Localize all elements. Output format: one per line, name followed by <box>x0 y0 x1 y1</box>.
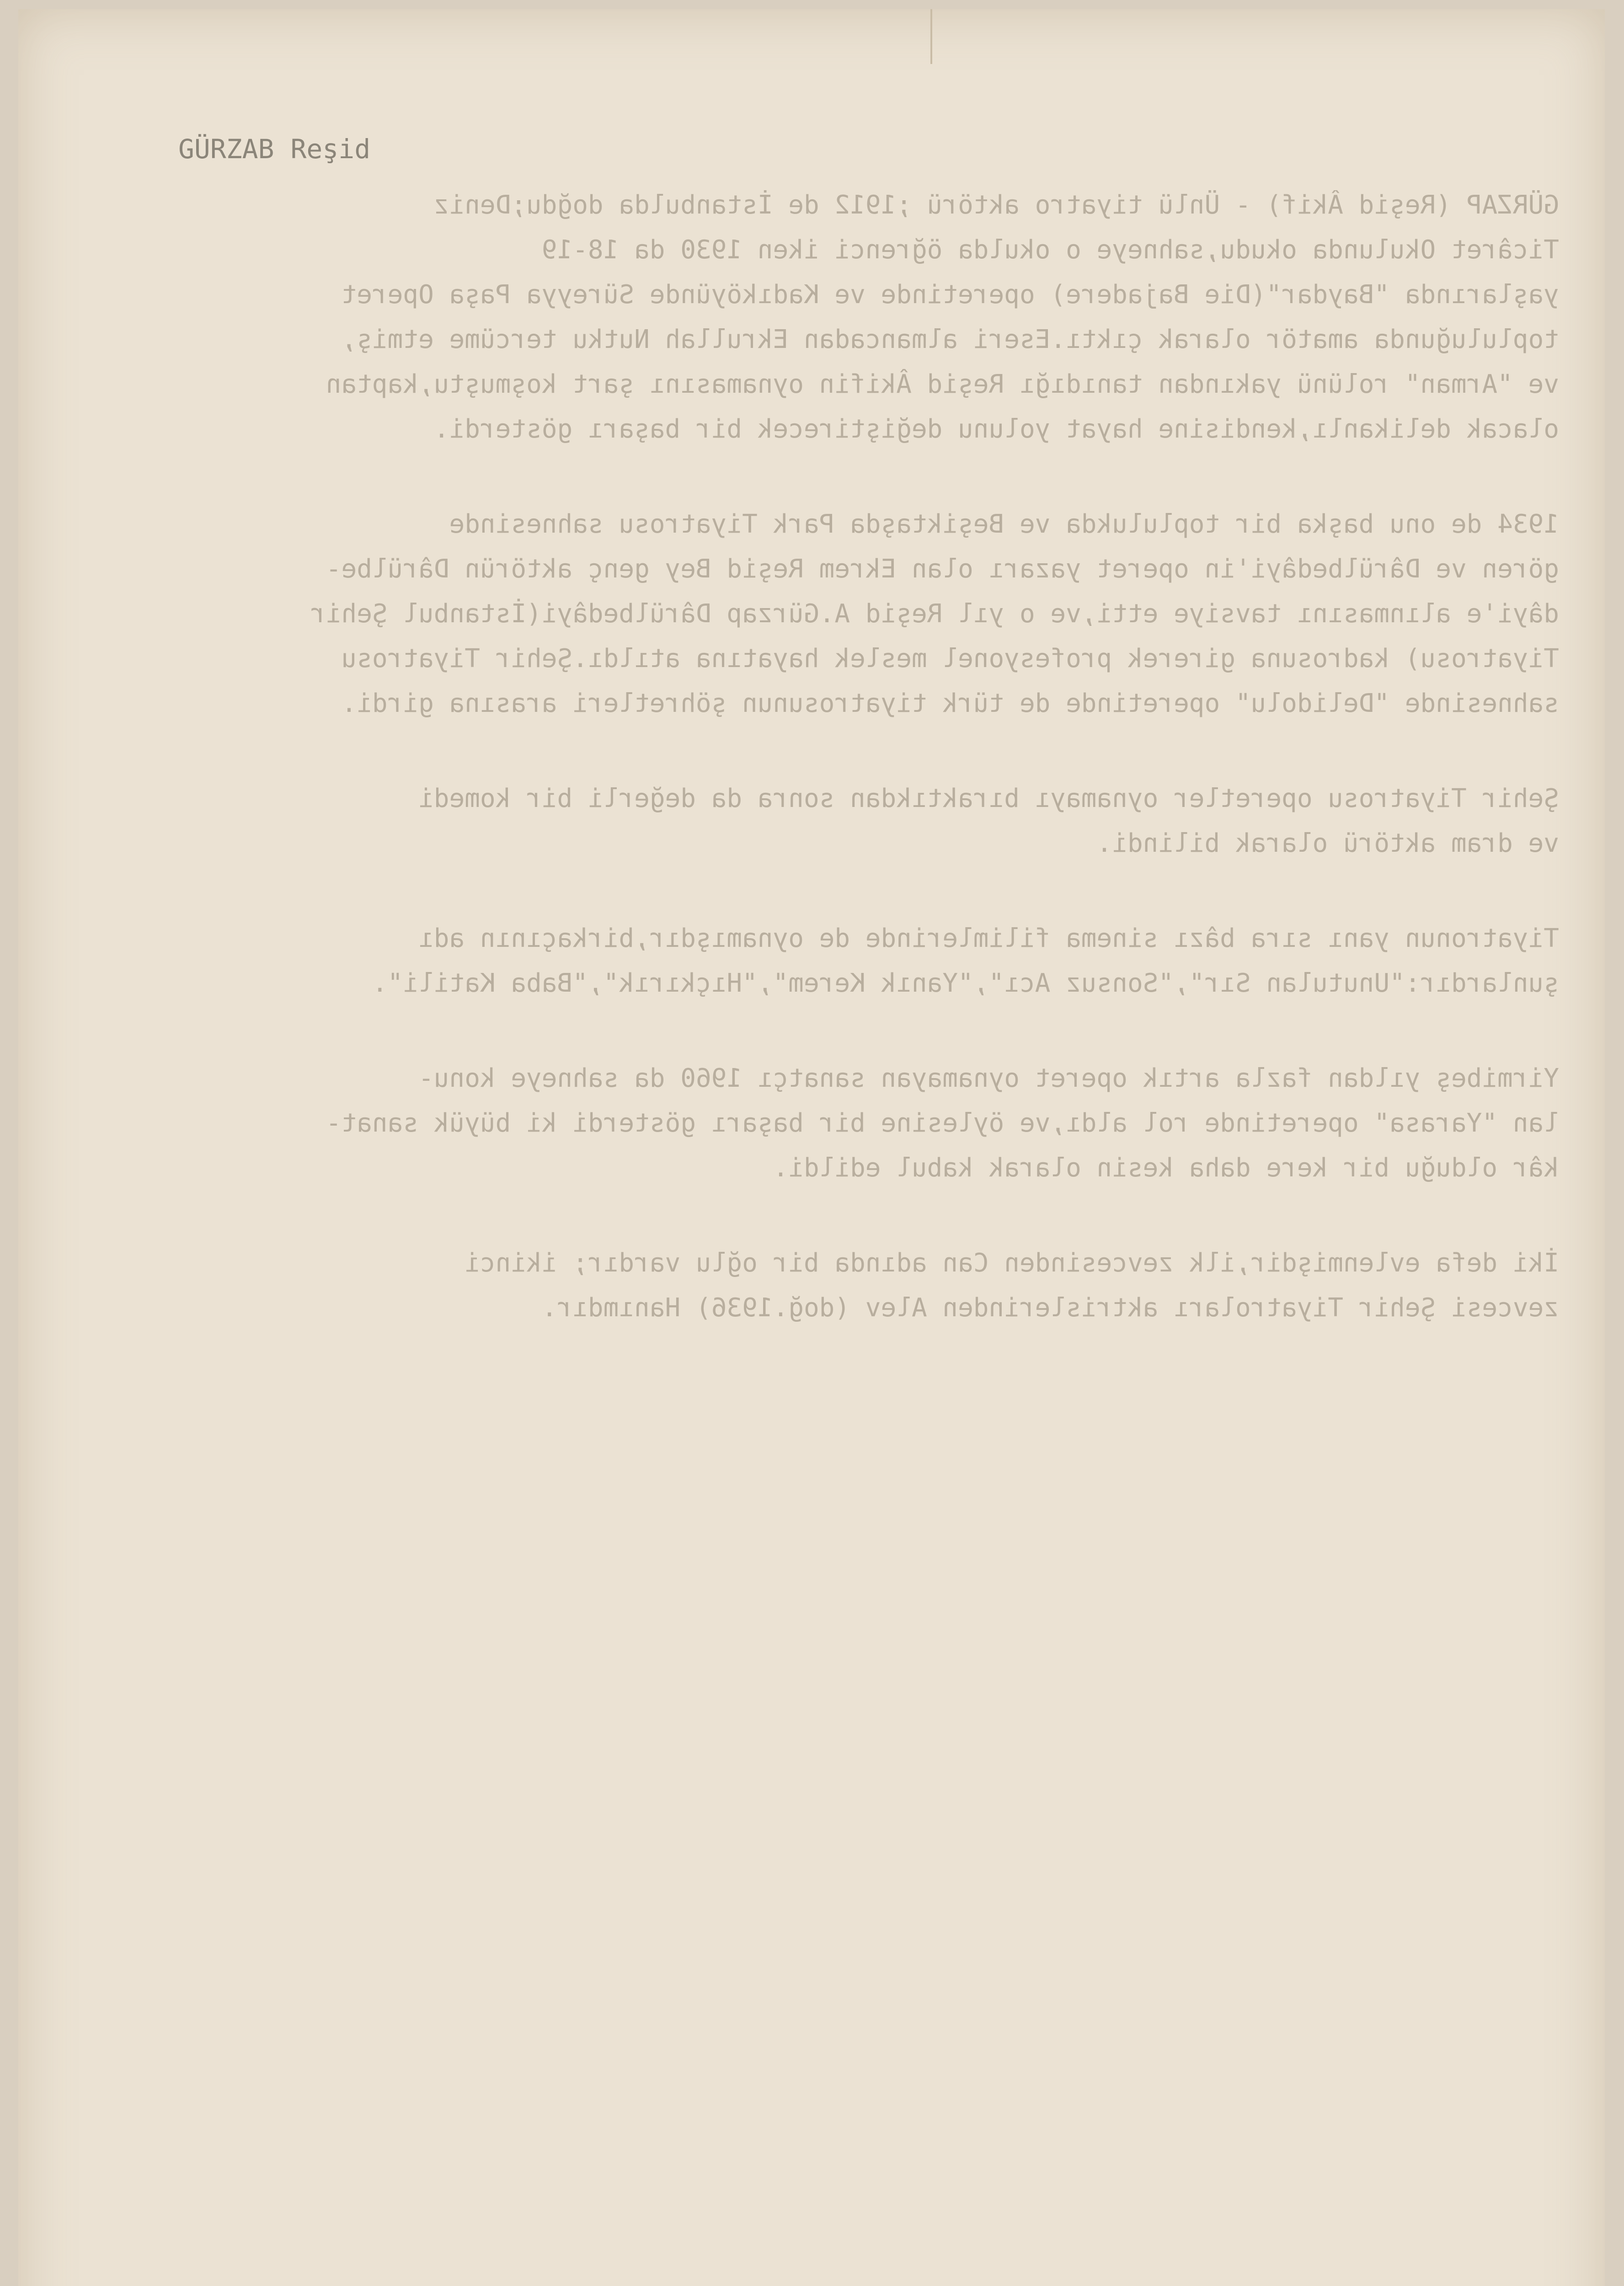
text-line: İki defa evlenmişdir,ilk zevcesinden Can adında bir oğlu vardır; ikinci <box>465 1248 1559 1278</box>
text-line: Tiyatronun yanı sıra bâzı sinema filimlerinde de oynamışdır,birkaçının adı <box>418 924 1559 953</box>
text-line: zevcesi Şehir Tiyatroları aktrislerinden Alev (doğ.1936) Hanımdır. <box>541 1293 1559 1323</box>
text-line: ve "Arman" rolünü yakından tanıdığı Reşid Âkifin oynamasını şart koşmuştu,kaptan <box>326 369 1559 399</box>
text-line: Yirmibeş yıldan fazla artık operet oynamayan sanatçı 1960 da sahneye konu- <box>418 1063 1559 1093</box>
text-line: sahnesinde "Delidolu" operetinde de türk tiyatrosunun şöhretleri arasına girdi. <box>341 689 1559 718</box>
paper-sheet <box>18 9 1605 2286</box>
text-line: dâyi'e alınmasını tavsiye etti,ve o yıl Reşid A.Gürzap Dârülbedâyi(İstanbul Şehir <box>310 599 1559 629</box>
paragraph-6 <box>50 1241 1559 1330</box>
paragraph-4 <box>50 916 1559 1006</box>
header-given-name: Reşid <box>290 134 371 165</box>
text-line: gören ve Dârülbedâyi'in operet yazarı olan Ekrem Reşid Bey genç aktörün Dârülbe- <box>326 554 1559 584</box>
index-card-header <box>178 134 387 165</box>
text-line: şunlardır:"Unutulan Sır","Sonsuz Acı","Yanık Kerem","Hıçkırık","Baba Katili". <box>372 968 1559 998</box>
paragraph-2 <box>50 502 1559 726</box>
bleed-through-text <box>50 183 1559 1381</box>
text-line: lan "Yarasa" operetinde rol aldı,ve öylesine bir başarı gösterdi ki büyük sanat- <box>326 1108 1559 1138</box>
paragraph-3 <box>50 776 1559 866</box>
text-line: olacak delikanlı,kendisine hayat yolunu değiştirecek bir başarı gösterdi. <box>433 414 1559 444</box>
paper-fold-mark <box>930 9 932 64</box>
text-line: 1934 de onu başka bir toplulukda ve Beşiktaşda Park Tiyatrosu sahnesinde <box>449 509 1559 539</box>
text-line: Tiyatrosu) kadrosuna girerek profesyonel meslek hayatına atıldı.Şehir Tiyatrosu <box>341 644 1559 673</box>
text-line: Şehir Tiyatrosu operetler oynamayı bıraktıkdan sonra da değerli bir komedi <box>418 784 1559 813</box>
text-line: GÜRZAP (Reşid Âkif) - Ünlü tiyatro aktörü ;1912 de İstanbulda doğdu;Deniz <box>433 190 1559 220</box>
paragraph-5 <box>50 1056 1559 1191</box>
text-line: kâr olduğu bir kere daha kesin olarak kabul edildi. <box>773 1153 1559 1183</box>
text-line: ve dram aktörü olarak bilindi. <box>1096 828 1559 858</box>
text-line: Ticâret Okulunda okudu,sahneye o okulda öğrenci iken 1930 da 18-19 <box>541 235 1559 265</box>
paragraph-1 <box>50 183 1559 452</box>
text-line: topluluğunda amatör olarak çıktı.Eseri almancadan Ekrullah Nutku tercüme etmiş, <box>341 325 1559 354</box>
header-surname: GÜRZAB <box>178 134 274 165</box>
text-line: yaşlarında "Baydar"(Die Bajadere) operetinde ve Kadıköyünde Süreyya Paşa Operet <box>341 280 1559 310</box>
